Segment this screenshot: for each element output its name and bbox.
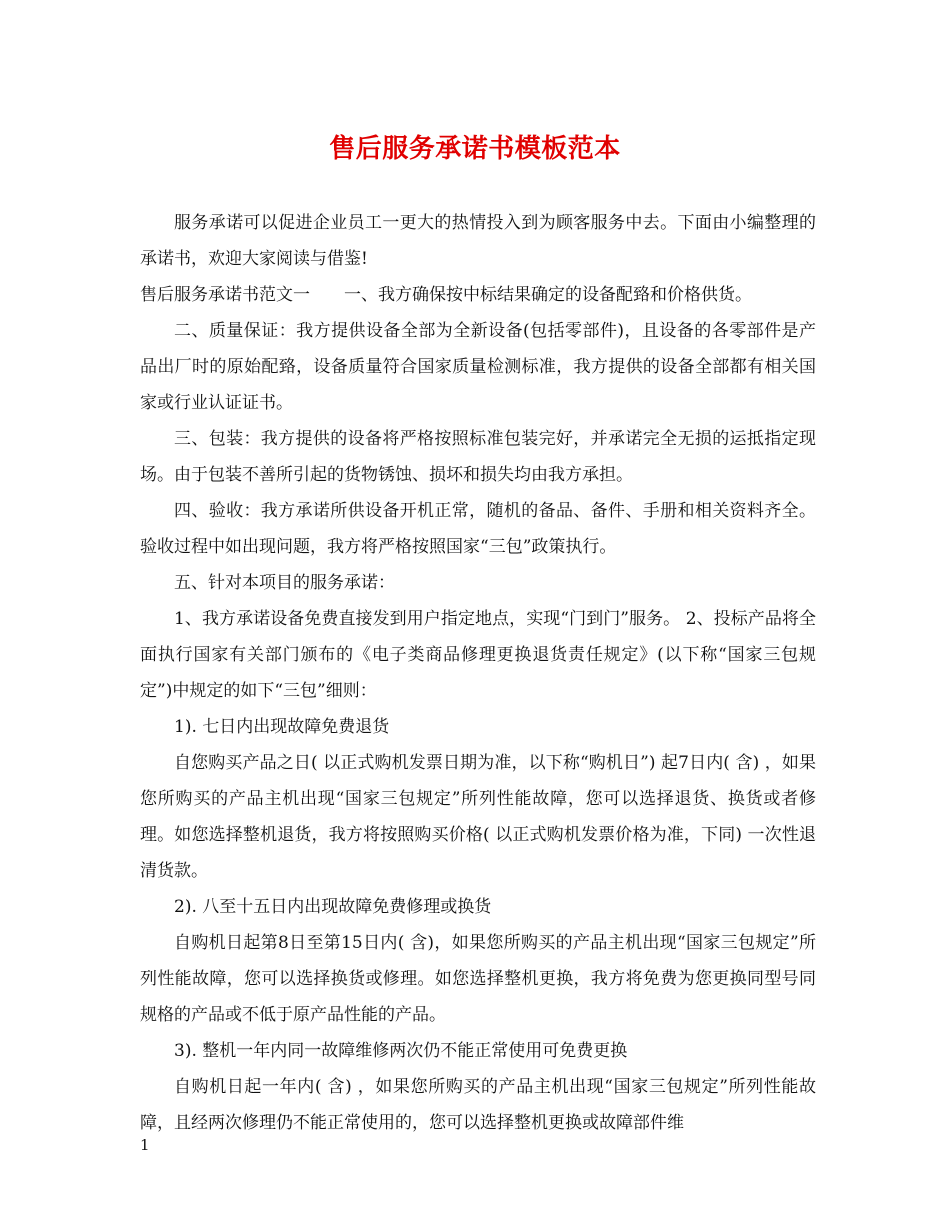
paragraph-seven-day-heading: 1). 七日内出现故障免费退货 <box>174 717 390 737</box>
paragraph-intro: 服务承诺可以促进企业员工一更大的热情投入到为顾客服务中去。下面由小编整理的承诺书，欢迎大家阅读与借鉴! <box>140 213 816 269</box>
document-body <box>140 205 816 1141</box>
paragraph-acceptance: 四、验收：我方承诺所供设备开机正常，随机的备品、备件、手册和相关资料齐全。验收过程中如出现问题，我方将严格按照国家“三包”政策执行。 <box>140 501 816 557</box>
paragraph-fifteen-day-heading: 2). 八至十五日内出现故障免费修理或换货 <box>174 897 492 917</box>
paragraph-seven-day-detail: 自您购买产品之日( 以正式购机发票日期为准，以下称“购机日”) 起7日内( 含) ，如果您所购买的产品主机出现“国家三包规定”所列性能故障，您可以选择退货、换货或者修理。如您选择整机退货，我方将按照购买价格( 以正式购机发票价格为准，下同) 一次性退清货款。 <box>140 753 816 881</box>
paragraph-quality: 二、质量保证：我方提供设备全部为全新设备(包括零部件)，且设备的各零部件是产品出厂时的原始配臵，设备质量符合国家质量检测标准，我方提供的设备全部都有相关国家或行业认证证书。 <box>140 321 816 413</box>
paragraph-service-items: 1、我方承诺设备免费直接发到用户指定地点，实现“门到门”服务。 2、投标产品将全面执行国家有关部门颁布的《电子类商品修理更换退货责任规定》(以下称“国家三包规定”)中规定的如下“三包”细则： <box>140 609 816 701</box>
paragraph-one-year-detail: 自购机日起一年内( 含) ，如果您所购买的产品主机出现“国家三包规定”所列性能故障，且经两次修理仍不能正常使用的，您可以选择整机更换或故障部件维 <box>140 1077 816 1133</box>
page-number: 1 <box>140 1136 150 1154</box>
paragraph-one-year-heading: 3). 整机一年内同一故障维修两次仍不能正常使用可免费更换 <box>174 1041 628 1061</box>
paragraph-sample-one: 售后服务承诺书范文一 一、我方确保按中标结果确定的设备配臵和价格供货。 <box>140 285 752 305</box>
paragraph-service-heading: 五、针对本项目的服务承诺： <box>174 573 395 593</box>
page-title: 售后服务承诺书模板范本 <box>329 134 621 164</box>
paragraph-packaging: 三、包装：我方提供的设备将严格按照标准包装完好，并承诺完全无损的运抵指定现场。由于包装不善所引起的货物锈蚀、损坏和损失均由我方承担。 <box>140 429 816 485</box>
paragraph-fifteen-day-detail: 自购机日起第8日至第15日内( 含)，如果您所购买的产品主机出现“国家三包规定”所列性能故障，您可以选择换货或修理。如您选择整机更换，我方将免费为您更换同型号同规格的产品或不低于原产品性能的产品。 <box>140 933 816 1025</box>
